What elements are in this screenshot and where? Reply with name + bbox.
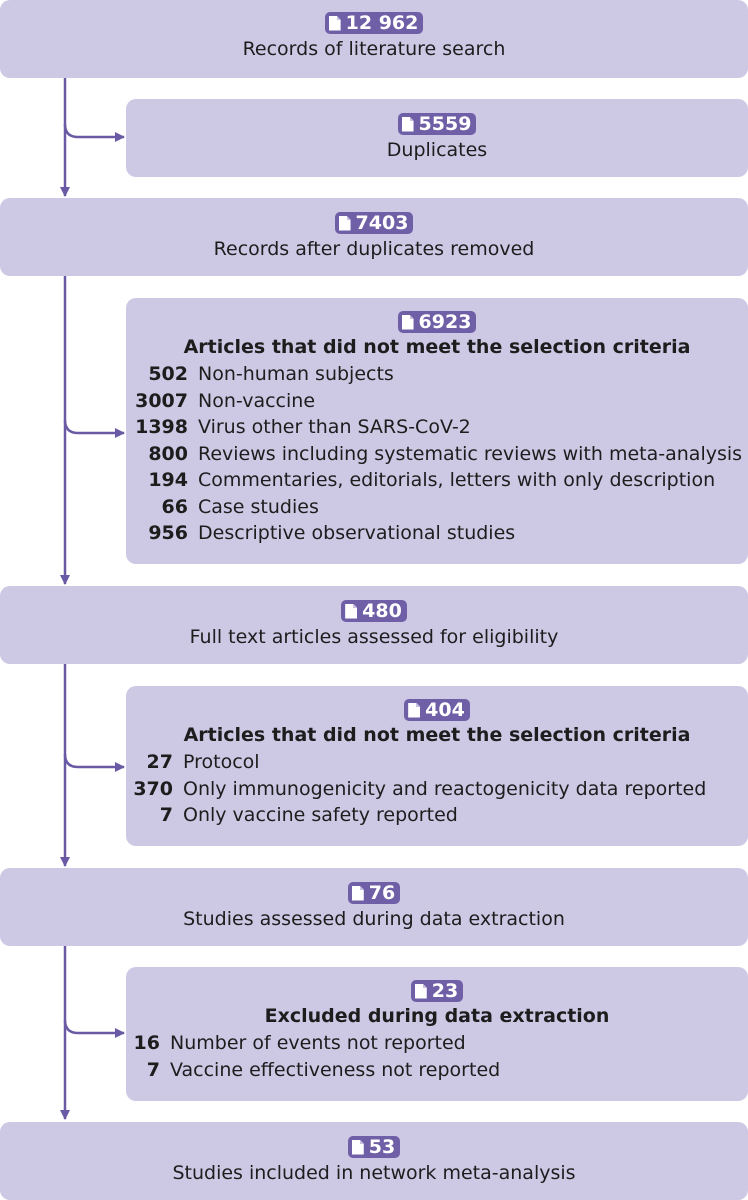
document-icon: [329, 16, 341, 31]
list-item: 800 Reviews including systematic reviews with meta-analysis: [148, 442, 743, 465]
list-item: 194 Commentaries, editorials, letters with only description: [148, 469, 716, 491]
count-badge: 5559: [398, 113, 477, 135]
count-badge: 76: [348, 882, 400, 904]
document-icon: [345, 604, 357, 619]
step-label: Full text articles assessed for eligibility: [189, 626, 559, 648]
list-item: 16 Number of events not reported: [133, 1032, 466, 1054]
document-icon: [339, 216, 351, 231]
count-badge: 6923: [398, 311, 477, 333]
count-badge: 7403: [335, 212, 414, 234]
list-item: 3007 Non-vaccine: [135, 389, 316, 412]
step-box-after-duplicates: [0, 198, 748, 276]
step-box-literature-search: [0, 0, 748, 78]
count-badge: 404: [404, 699, 470, 721]
exclusion-list: [126, 1030, 748, 1083]
document-icon: [408, 703, 420, 718]
list-item: 7 Only vaccine safety reported: [159, 804, 458, 826]
step-label: Studies included in network meta-analysis: [172, 1162, 576, 1184]
count-badge: 480: [341, 600, 407, 622]
document-icon: [402, 315, 414, 330]
step-box-full-text: [0, 586, 748, 664]
document-icon: [352, 1140, 364, 1155]
list-item: 502 Non-human subjects: [148, 363, 394, 385]
exclusion-box-selection-criteria-2: [126, 686, 748, 846]
document-icon: [415, 984, 427, 999]
exclusion-list: [126, 749, 748, 829]
exclusion-list: [126, 361, 748, 547]
list-item: 66 Case studies: [161, 495, 319, 518]
exclusion-box-selection-criteria-1: [126, 298, 748, 564]
exclusion-box-data-extraction: [126, 967, 748, 1101]
document-icon: [352, 886, 364, 901]
list-item: 1398 Virus other than SARS-CoV-2: [135, 416, 471, 438]
exclusion-box-duplicates: [126, 99, 748, 177]
exclusion-heading: Excluded during data extraction: [264, 1005, 610, 1027]
count-badge: 53: [348, 1136, 400, 1158]
list-item: 956 Descriptive observational studies: [148, 522, 516, 544]
step-box-included: [0, 1122, 748, 1200]
list-item: 7 Vaccine effectiveness not reported: [146, 1058, 501, 1081]
step-label: Records after duplicates removed: [213, 238, 535, 260]
list-item: 27 Protocol: [146, 751, 260, 773]
step-label: Records of literature search: [242, 38, 506, 60]
count-badge: 23: [411, 980, 463, 1002]
step-label: Studies assessed during data extraction: [183, 908, 565, 930]
list-item: 370 Only immunogenicity and reactogenicity data reported: [133, 777, 707, 800]
exclusion-heading: Articles that did not meet the selection criteria: [183, 724, 691, 746]
document-icon: [402, 117, 414, 132]
step-box-data-extraction: [0, 868, 748, 946]
exclusion-label: Duplicates: [386, 139, 488, 161]
count-badge: 12 962: [325, 12, 424, 34]
exclusion-heading: Articles that did not meet the selection criteria: [183, 336, 691, 358]
